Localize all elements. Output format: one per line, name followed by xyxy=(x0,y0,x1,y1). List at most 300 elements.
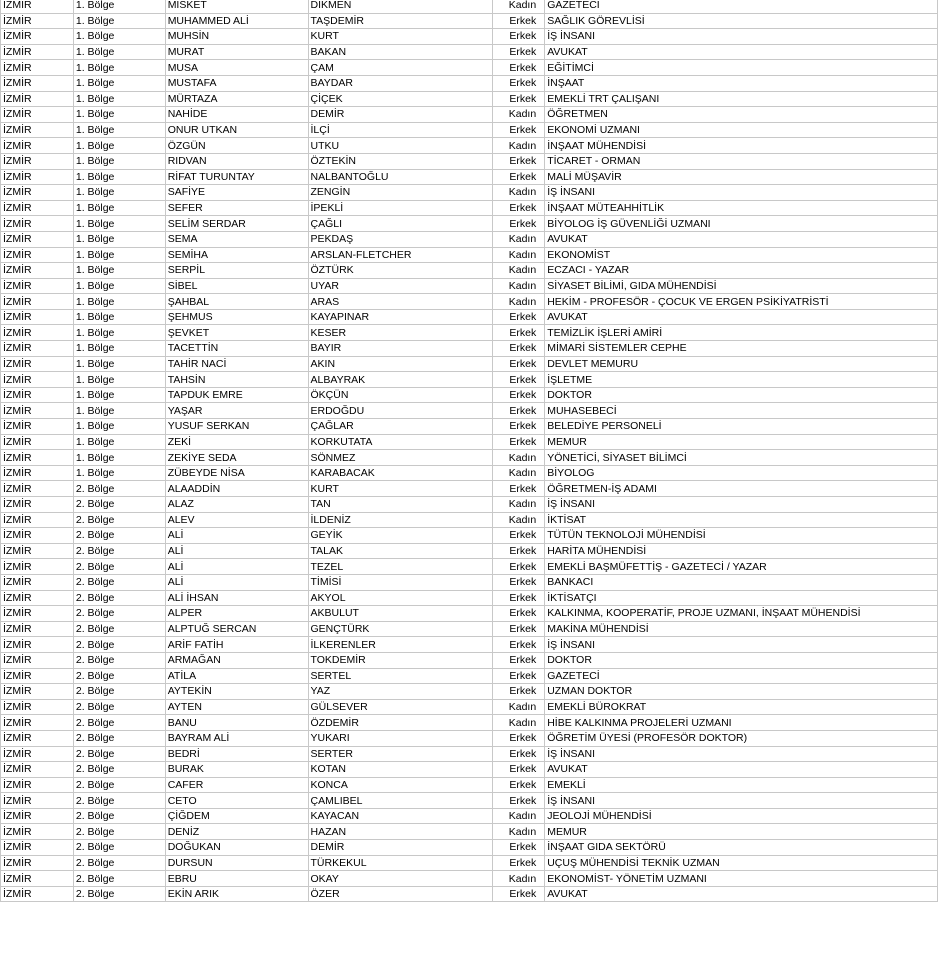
last-name-cell[interactable]: YAZ xyxy=(308,684,493,700)
last-name-cell[interactable]: ARAS xyxy=(308,294,493,310)
first-name-cell[interactable]: BEDRİ xyxy=(165,746,308,762)
city-cell[interactable]: İZMİR xyxy=(1,60,74,76)
gender-cell[interactable]: Kadın xyxy=(493,715,545,731)
region-cell[interactable]: 2. Bölge xyxy=(73,574,165,590)
profession-cell[interactable]: SİYASET BİLİMİ, GIDA MÜHENDİSİ xyxy=(545,278,938,294)
city-cell[interactable]: İZMİR xyxy=(1,543,74,559)
profession-cell[interactable]: AVUKAT xyxy=(545,44,938,60)
city-cell[interactable]: İZMİR xyxy=(1,730,74,746)
city-cell[interactable]: İZMİR xyxy=(1,528,74,544)
first-name-cell[interactable]: DURSUN xyxy=(165,855,308,871)
first-name-cell[interactable]: DOĞUKAN xyxy=(165,840,308,856)
profession-cell[interactable]: UÇUŞ MÜHENDİSİ TEKNİK UZMAN xyxy=(545,855,938,871)
profession-cell[interactable]: ECZACI - YAZAR xyxy=(545,263,938,279)
city-cell[interactable]: İZMİR xyxy=(1,481,74,497)
first-name-cell[interactable]: YUSUF SERKAN xyxy=(165,419,308,435)
city-cell[interactable]: İZMİR xyxy=(1,185,74,201)
first-name-cell[interactable]: CAFER xyxy=(165,777,308,793)
last-name-cell[interactable]: TİMİSİ xyxy=(308,574,493,590)
gender-cell[interactable]: Erkek xyxy=(493,543,545,559)
region-cell[interactable]: 1. Bölge xyxy=(73,169,165,185)
city-cell[interactable]: İZMİR xyxy=(1,169,74,185)
first-name-cell[interactable]: SAFİYE xyxy=(165,185,308,201)
gender-cell[interactable]: Kadın xyxy=(493,824,545,840)
first-name-cell[interactable]: AYTEKİN xyxy=(165,684,308,700)
first-name-cell[interactable]: EKİN ARIK xyxy=(165,886,308,902)
first-name-cell[interactable]: ALİ İHSAN xyxy=(165,590,308,606)
region-cell[interactable]: 1. Bölge xyxy=(73,107,165,123)
gender-cell[interactable]: Erkek xyxy=(493,372,545,388)
gender-cell[interactable]: Erkek xyxy=(493,840,545,856)
region-cell[interactable]: 2. Bölge xyxy=(73,746,165,762)
city-cell[interactable]: İZMİR xyxy=(1,341,74,357)
first-name-cell[interactable]: ŞAHBAL xyxy=(165,294,308,310)
last-name-cell[interactable]: UYAR xyxy=(308,278,493,294)
last-name-cell[interactable]: OKAY xyxy=(308,871,493,887)
last-name-cell[interactable]: SERTEL xyxy=(308,668,493,684)
city-cell[interactable]: İZMİR xyxy=(1,559,74,575)
region-cell[interactable]: 1. Bölge xyxy=(73,153,165,169)
city-cell[interactable]: İZMİR xyxy=(1,715,74,731)
region-cell[interactable]: 1. Bölge xyxy=(73,403,165,419)
region-cell[interactable]: 2. Bölge xyxy=(73,730,165,746)
city-cell[interactable]: İZMİR xyxy=(1,44,74,60)
gender-cell[interactable]: Erkek xyxy=(493,777,545,793)
first-name-cell[interactable]: BURAK xyxy=(165,762,308,778)
profession-cell[interactable]: BELEDİYE PERSONELİ xyxy=(545,419,938,435)
first-name-cell[interactable]: EBRU xyxy=(165,871,308,887)
region-cell[interactable]: 1. Bölge xyxy=(73,465,165,481)
gender-cell[interactable]: Erkek xyxy=(493,855,545,871)
last-name-cell[interactable]: İLÇİ xyxy=(308,122,493,138)
gender-cell[interactable]: Kadın xyxy=(493,294,545,310)
region-cell[interactable]: 2. Bölge xyxy=(73,808,165,824)
profession-cell[interactable]: EKONOMİ UZMANI xyxy=(545,122,938,138)
profession-cell[interactable]: EKONOMİST- YÖNETİM UZMANI xyxy=(545,871,938,887)
city-cell[interactable]: İZMİR xyxy=(1,216,74,232)
profession-cell[interactable]: İNŞAAT xyxy=(545,75,938,91)
city-cell[interactable]: İZMİR xyxy=(1,309,74,325)
city-cell[interactable]: İZMİR xyxy=(1,450,74,466)
last-name-cell[interactable]: SÖNMEZ xyxy=(308,450,493,466)
region-cell[interactable]: 2. Bölge xyxy=(73,652,165,668)
first-name-cell[interactable]: MÜRTAZA xyxy=(165,91,308,107)
gender-cell[interactable]: Erkek xyxy=(493,793,545,809)
first-name-cell[interactable]: SİBEL xyxy=(165,278,308,294)
gender-cell[interactable]: Kadın xyxy=(493,871,545,887)
region-cell[interactable]: 1. Bölge xyxy=(73,372,165,388)
region-cell[interactable]: 2. Bölge xyxy=(73,481,165,497)
profession-cell[interactable]: HİBE KALKINMA PROJELERİ UZMANI xyxy=(545,715,938,731)
profession-cell[interactable]: GAZETECİ xyxy=(545,0,938,13)
city-cell[interactable]: İZMİR xyxy=(1,652,74,668)
last-name-cell[interactable]: ÇİÇEK xyxy=(308,91,493,107)
last-name-cell[interactable]: NALBANTOĞLU xyxy=(308,169,493,185)
gender-cell[interactable]: Kadın xyxy=(493,450,545,466)
first-name-cell[interactable]: TACETTİN xyxy=(165,341,308,357)
profession-cell[interactable]: EMEKLİ BÜROKRAT xyxy=(545,699,938,715)
first-name-cell[interactable]: ONUR UTKAN xyxy=(165,122,308,138)
gender-cell[interactable]: Erkek xyxy=(493,668,545,684)
city-cell[interactable]: İZMİR xyxy=(1,75,74,91)
first-name-cell[interactable]: ARİF FATİH xyxy=(165,637,308,653)
last-name-cell[interactable]: AKIN xyxy=(308,356,493,372)
region-cell[interactable]: 1. Bölge xyxy=(73,450,165,466)
first-name-cell[interactable]: ZEKİ xyxy=(165,434,308,450)
region-cell[interactable]: 1. Bölge xyxy=(73,122,165,138)
city-cell[interactable]: İZMİR xyxy=(1,824,74,840)
gender-cell[interactable]: Erkek xyxy=(493,559,545,575)
gender-cell[interactable]: Erkek xyxy=(493,621,545,637)
region-cell[interactable]: 2. Bölge xyxy=(73,699,165,715)
region-cell[interactable]: 2. Bölge xyxy=(73,668,165,684)
first-name-cell[interactable]: ALİ xyxy=(165,543,308,559)
profession-cell[interactable]: İŞ İNSANI xyxy=(545,29,938,45)
last-name-cell[interactable]: ÖZTEKİN xyxy=(308,153,493,169)
gender-cell[interactable]: Erkek xyxy=(493,13,545,29)
city-cell[interactable]: İZMİR xyxy=(1,122,74,138)
region-cell[interactable]: 1. Bölge xyxy=(73,138,165,154)
region-cell[interactable]: 2. Bölge xyxy=(73,512,165,528)
last-name-cell[interactable]: GENÇTÜRK xyxy=(308,621,493,637)
last-name-cell[interactable]: KURT xyxy=(308,481,493,497)
profession-cell[interactable]: İKTİSAT xyxy=(545,512,938,528)
region-cell[interactable]: 2. Bölge xyxy=(73,684,165,700)
first-name-cell[interactable]: ALPTUĞ SERCAN xyxy=(165,621,308,637)
city-cell[interactable]: İZMİR xyxy=(1,247,74,263)
city-cell[interactable]: İZMİR xyxy=(1,0,74,13)
region-cell[interactable]: 2. Bölge xyxy=(73,824,165,840)
gender-cell[interactable]: Erkek xyxy=(493,60,545,76)
profession-cell[interactable]: TEMİZLİK İŞLERİ AMİRİ xyxy=(545,325,938,341)
first-name-cell[interactable]: MUSTAFA xyxy=(165,75,308,91)
profession-cell[interactable]: EMEKLİ BAŞMÜFETTİŞ - GAZETECİ / YAZAR xyxy=(545,559,938,575)
city-cell[interactable]: İZMİR xyxy=(1,637,74,653)
last-name-cell[interactable]: ÖZER xyxy=(308,886,493,902)
city-cell[interactable]: İZMİR xyxy=(1,871,74,887)
first-name-cell[interactable]: ALİ xyxy=(165,559,308,575)
city-cell[interactable]: İZMİR xyxy=(1,372,74,388)
last-name-cell[interactable]: DEMİR xyxy=(308,107,493,123)
profession-cell[interactable]: BANKACI xyxy=(545,574,938,590)
region-cell[interactable]: 1. Bölge xyxy=(73,356,165,372)
gender-cell[interactable]: Erkek xyxy=(493,75,545,91)
last-name-cell[interactable]: KARABACAK xyxy=(308,465,493,481)
gender-cell[interactable]: Kadın xyxy=(493,465,545,481)
region-cell[interactable]: 2. Bölge xyxy=(73,793,165,809)
last-name-cell[interactable]: KONCA xyxy=(308,777,493,793)
first-name-cell[interactable]: AYTEN xyxy=(165,699,308,715)
region-cell[interactable]: 2. Bölge xyxy=(73,606,165,622)
gender-cell[interactable]: Erkek xyxy=(493,637,545,653)
last-name-cell[interactable]: ZENGİN xyxy=(308,185,493,201)
last-name-cell[interactable]: ALBAYRAK xyxy=(308,372,493,388)
first-name-cell[interactable]: TAHSİN xyxy=(165,372,308,388)
region-cell[interactable]: 2. Bölge xyxy=(73,777,165,793)
region-cell[interactable]: 1. Bölge xyxy=(73,13,165,29)
gender-cell[interactable]: Erkek xyxy=(493,403,545,419)
first-name-cell[interactable]: ALİ xyxy=(165,528,308,544)
city-cell[interactable]: İZMİR xyxy=(1,699,74,715)
profession-cell[interactable]: DEVLET MEMURU xyxy=(545,356,938,372)
profession-cell[interactable]: EKONOMİST xyxy=(545,247,938,263)
city-cell[interactable]: İZMİR xyxy=(1,356,74,372)
first-name-cell[interactable]: ŞEVKET xyxy=(165,325,308,341)
city-cell[interactable]: İZMİR xyxy=(1,668,74,684)
gender-cell[interactable]: Erkek xyxy=(493,29,545,45)
gender-cell[interactable]: Erkek xyxy=(493,309,545,325)
gender-cell[interactable]: Erkek xyxy=(493,44,545,60)
gender-cell[interactable]: Kadın xyxy=(493,107,545,123)
region-cell[interactable]: 1. Bölge xyxy=(73,231,165,247)
last-name-cell[interactable]: TOKDEMİR xyxy=(308,652,493,668)
city-cell[interactable]: İZMİR xyxy=(1,91,74,107)
gender-cell[interactable]: Erkek xyxy=(493,122,545,138)
first-name-cell[interactable]: ÖZGÜN xyxy=(165,138,308,154)
gender-cell[interactable]: Kadın xyxy=(493,185,545,201)
gender-cell[interactable]: Kadın xyxy=(493,278,545,294)
city-cell[interactable]: İZMİR xyxy=(1,325,74,341)
region-cell[interactable]: 1. Bölge xyxy=(73,263,165,279)
city-cell[interactable]: İZMİR xyxy=(1,107,74,123)
gender-cell[interactable]: Erkek xyxy=(493,606,545,622)
profession-cell[interactable]: EMEKLİ xyxy=(545,777,938,793)
last-name-cell[interactable]: PEKDAŞ xyxy=(308,231,493,247)
first-name-cell[interactable]: YAŞAR xyxy=(165,403,308,419)
city-cell[interactable]: İZMİR xyxy=(1,29,74,45)
city-cell[interactable]: İZMİR xyxy=(1,606,74,622)
first-name-cell[interactable]: ARMAĞAN xyxy=(165,652,308,668)
first-name-cell[interactable]: ŞEHMUS xyxy=(165,309,308,325)
city-cell[interactable]: İZMİR xyxy=(1,512,74,528)
last-name-cell[interactable]: ERDOĞDU xyxy=(308,403,493,419)
profession-cell[interactable]: BİYOLOG xyxy=(545,465,938,481)
gender-cell[interactable]: Erkek xyxy=(493,730,545,746)
profession-cell[interactable]: BİYOLOG İŞ GÜVENLİĞİ UZMANI xyxy=(545,216,938,232)
profession-cell[interactable]: DOKTOR xyxy=(545,387,938,403)
region-cell[interactable]: 1. Bölge xyxy=(73,419,165,435)
region-cell[interactable]: 1. Bölge xyxy=(73,75,165,91)
gender-cell[interactable]: Erkek xyxy=(493,574,545,590)
gender-cell[interactable]: Erkek xyxy=(493,200,545,216)
region-cell[interactable]: 1. Bölge xyxy=(73,247,165,263)
profession-cell[interactable]: MEMUR xyxy=(545,824,938,840)
profession-cell[interactable]: DOKTOR xyxy=(545,652,938,668)
city-cell[interactable]: İZMİR xyxy=(1,808,74,824)
profession-cell[interactable]: JEOLOJİ MÜHENDİSİ xyxy=(545,808,938,824)
profession-cell[interactable]: İNŞAAT GIDA SEKTÖRÜ xyxy=(545,840,938,856)
profession-cell[interactable]: SAĞLIK GÖREVLİSİ xyxy=(545,13,938,29)
region-cell[interactable]: 1. Bölge xyxy=(73,91,165,107)
profession-cell[interactable]: TÜTÜN TEKNOLOJİ MÜHENDİSİ xyxy=(545,528,938,544)
first-name-cell[interactable]: SEMA xyxy=(165,231,308,247)
last-name-cell[interactable]: İLDENİZ xyxy=(308,512,493,528)
city-cell[interactable]: İZMİR xyxy=(1,590,74,606)
last-name-cell[interactable]: UTKU xyxy=(308,138,493,154)
last-name-cell[interactable]: KORKUTATA xyxy=(308,434,493,450)
first-name-cell[interactable]: SEMİHA xyxy=(165,247,308,263)
first-name-cell[interactable]: TAHİR NACİ xyxy=(165,356,308,372)
last-name-cell[interactable]: KAYACAN xyxy=(308,808,493,824)
first-name-cell[interactable]: BAYRAM ALİ xyxy=(165,730,308,746)
region-cell[interactable]: 2. Bölge xyxy=(73,528,165,544)
profession-cell[interactable]: İKTİSATÇI xyxy=(545,590,938,606)
region-cell[interactable]: 1. Bölge xyxy=(73,60,165,76)
region-cell[interactable]: 2. Bölge xyxy=(73,621,165,637)
region-cell[interactable]: 1. Bölge xyxy=(73,341,165,357)
first-name-cell[interactable]: MURAT xyxy=(165,44,308,60)
gender-cell[interactable]: Erkek xyxy=(493,216,545,232)
profession-cell[interactable]: MİMARİ SİSTEMLER CEPHE xyxy=(545,341,938,357)
gender-cell[interactable]: Kadın xyxy=(493,247,545,263)
profession-cell[interactable]: İNŞAAT MÜTEAHHİTLİK xyxy=(545,200,938,216)
profession-cell[interactable]: İŞ İNSANI xyxy=(545,746,938,762)
gender-cell[interactable]: Erkek xyxy=(493,387,545,403)
region-cell[interactable]: 1. Bölge xyxy=(73,325,165,341)
profession-cell[interactable]: ÖĞRETMEN-İŞ ADAMI xyxy=(545,481,938,497)
first-name-cell[interactable]: CETO xyxy=(165,793,308,809)
city-cell[interactable]: İZMİR xyxy=(1,762,74,778)
first-name-cell[interactable]: ZEKİYE SEDA xyxy=(165,450,308,466)
last-name-cell[interactable]: BAYIR xyxy=(308,341,493,357)
last-name-cell[interactable]: ÇAMLIBEL xyxy=(308,793,493,809)
city-cell[interactable]: İZMİR xyxy=(1,777,74,793)
profession-cell[interactable]: İŞ İNSANI xyxy=(545,185,938,201)
gender-cell[interactable]: Erkek xyxy=(493,590,545,606)
last-name-cell[interactable]: KAYAPINAR xyxy=(308,309,493,325)
region-cell[interactable]: 1. Bölge xyxy=(73,294,165,310)
last-name-cell[interactable]: KESER xyxy=(308,325,493,341)
last-name-cell[interactable]: SERTER xyxy=(308,746,493,762)
region-cell[interactable]: 2. Bölge xyxy=(73,637,165,653)
last-name-cell[interactable]: HAZAN xyxy=(308,824,493,840)
first-name-cell[interactable]: SEFER xyxy=(165,200,308,216)
last-name-cell[interactable]: YUKARI xyxy=(308,730,493,746)
last-name-cell[interactable]: ÖKÇÜN xyxy=(308,387,493,403)
gender-cell[interactable]: Kadın xyxy=(493,263,545,279)
last-name-cell[interactable]: ÇAM xyxy=(308,60,493,76)
first-name-cell[interactable]: ALAADDİN xyxy=(165,481,308,497)
last-name-cell[interactable]: İPEKLİ xyxy=(308,200,493,216)
last-name-cell[interactable]: TAŞDEMİR xyxy=(308,13,493,29)
gender-cell[interactable]: Erkek xyxy=(493,434,545,450)
last-name-cell[interactable]: İLKERENLER xyxy=(308,637,493,653)
profession-cell[interactable]: AVUKAT xyxy=(545,309,938,325)
gender-cell[interactable]: Erkek xyxy=(493,91,545,107)
region-cell[interactable]: 1. Bölge xyxy=(73,278,165,294)
region-cell[interactable]: 2. Bölge xyxy=(73,886,165,902)
first-name-cell[interactable]: ÇİĞDEM xyxy=(165,808,308,824)
city-cell[interactable]: İZMİR xyxy=(1,840,74,856)
last-name-cell[interactable]: ÖZDEMİR xyxy=(308,715,493,731)
city-cell[interactable]: İZMİR xyxy=(1,231,74,247)
region-cell[interactable]: 2. Bölge xyxy=(73,840,165,856)
profession-cell[interactable]: KALKINMA, KOOPERATİF, PROJE UZMANI, İNŞAAT MÜHENDİSİ xyxy=(545,606,938,622)
city-cell[interactable]: İZMİR xyxy=(1,200,74,216)
profession-cell[interactable]: İNŞAAT MÜHENDİSİ xyxy=(545,138,938,154)
first-name-cell[interactable]: RIDVAN xyxy=(165,153,308,169)
profession-cell[interactable]: İŞ İNSANI xyxy=(545,637,938,653)
last-name-cell[interactable]: TAN xyxy=(308,497,493,513)
first-name-cell[interactable]: TAPDUK EMRE xyxy=(165,387,308,403)
gender-cell[interactable]: Kadın xyxy=(493,138,545,154)
gender-cell[interactable]: Erkek xyxy=(493,356,545,372)
profession-cell[interactable]: UZMAN DOKTOR xyxy=(545,684,938,700)
gender-cell[interactable]: Kadın xyxy=(493,0,545,13)
region-cell[interactable]: 2. Bölge xyxy=(73,497,165,513)
city-cell[interactable]: İZMİR xyxy=(1,684,74,700)
last-name-cell[interactable]: BAYDAR xyxy=(308,75,493,91)
region-cell[interactable]: 2. Bölge xyxy=(73,855,165,871)
gender-cell[interactable]: Erkek xyxy=(493,169,545,185)
gender-cell[interactable]: Erkek xyxy=(493,325,545,341)
first-name-cell[interactable]: ALEV xyxy=(165,512,308,528)
region-cell[interactable]: 2. Bölge xyxy=(73,762,165,778)
first-name-cell[interactable]: DENİZ xyxy=(165,824,308,840)
last-name-cell[interactable]: TÜRKEKUL xyxy=(308,855,493,871)
region-cell[interactable]: 1. Bölge xyxy=(73,309,165,325)
profession-cell[interactable]: TİCARET - ORMAN xyxy=(545,153,938,169)
gender-cell[interactable]: Erkek xyxy=(493,153,545,169)
first-name-cell[interactable]: RİFAT TURUNTAY xyxy=(165,169,308,185)
gender-cell[interactable]: Erkek xyxy=(493,528,545,544)
region-cell[interactable]: 1. Bölge xyxy=(73,200,165,216)
last-name-cell[interactable]: TALAK xyxy=(308,543,493,559)
region-cell[interactable]: 1. Bölge xyxy=(73,216,165,232)
city-cell[interactable]: İZMİR xyxy=(1,294,74,310)
first-name-cell[interactable]: NAHİDE xyxy=(165,107,308,123)
gender-cell[interactable]: Erkek xyxy=(493,652,545,668)
city-cell[interactable]: İZMİR xyxy=(1,497,74,513)
profession-cell[interactable]: ÖĞRETİM ÜYESİ (PROFESÖR DOKTOR) xyxy=(545,730,938,746)
profession-cell[interactable]: İŞLETME xyxy=(545,372,938,388)
gender-cell[interactable]: Erkek xyxy=(493,481,545,497)
gender-cell[interactable]: Erkek xyxy=(493,341,545,357)
profession-cell[interactable]: ÖĞRETMEN xyxy=(545,107,938,123)
first-name-cell[interactable]: MUHAMMED ALİ xyxy=(165,13,308,29)
first-name-cell[interactable]: BANU xyxy=(165,715,308,731)
region-cell[interactable]: 1. Bölge xyxy=(73,29,165,45)
gender-cell[interactable]: Kadın xyxy=(493,497,545,513)
city-cell[interactable]: İZMİR xyxy=(1,574,74,590)
gender-cell[interactable]: Erkek xyxy=(493,684,545,700)
profession-cell[interactable]: GAZETECİ xyxy=(545,668,938,684)
first-name-cell[interactable]: ATİLA xyxy=(165,668,308,684)
region-cell[interactable]: 1. Bölge xyxy=(73,185,165,201)
gender-cell[interactable]: Erkek xyxy=(493,419,545,435)
region-cell[interactable]: 1. Bölge xyxy=(73,387,165,403)
profession-cell[interactable]: İŞ İNSANI xyxy=(545,497,938,513)
profession-cell[interactable]: AVUKAT xyxy=(545,886,938,902)
city-cell[interactable]: İZMİR xyxy=(1,465,74,481)
profession-cell[interactable]: AVUKAT xyxy=(545,762,938,778)
last-name-cell[interactable]: ÖZTÜRK xyxy=(308,263,493,279)
gender-cell[interactable]: Erkek xyxy=(493,886,545,902)
first-name-cell[interactable]: ALAZ xyxy=(165,497,308,513)
last-name-cell[interactable]: ÇAĞLAR xyxy=(308,419,493,435)
last-name-cell[interactable]: BAKAN xyxy=(308,44,493,60)
profession-cell[interactable]: MUHASEBECİ xyxy=(545,403,938,419)
last-name-cell[interactable]: TEZEL xyxy=(308,559,493,575)
city-cell[interactable]: İZMİR xyxy=(1,793,74,809)
profession-cell[interactable]: MAKİNA MÜHENDİSİ xyxy=(545,621,938,637)
last-name-cell[interactable]: DEMİR xyxy=(308,840,493,856)
first-name-cell[interactable]: MUSA xyxy=(165,60,308,76)
city-cell[interactable]: İZMİR xyxy=(1,403,74,419)
first-name-cell[interactable]: SERPİL xyxy=(165,263,308,279)
last-name-cell[interactable]: ARSLAN-FLETCHER xyxy=(308,247,493,263)
city-cell[interactable]: İZMİR xyxy=(1,886,74,902)
